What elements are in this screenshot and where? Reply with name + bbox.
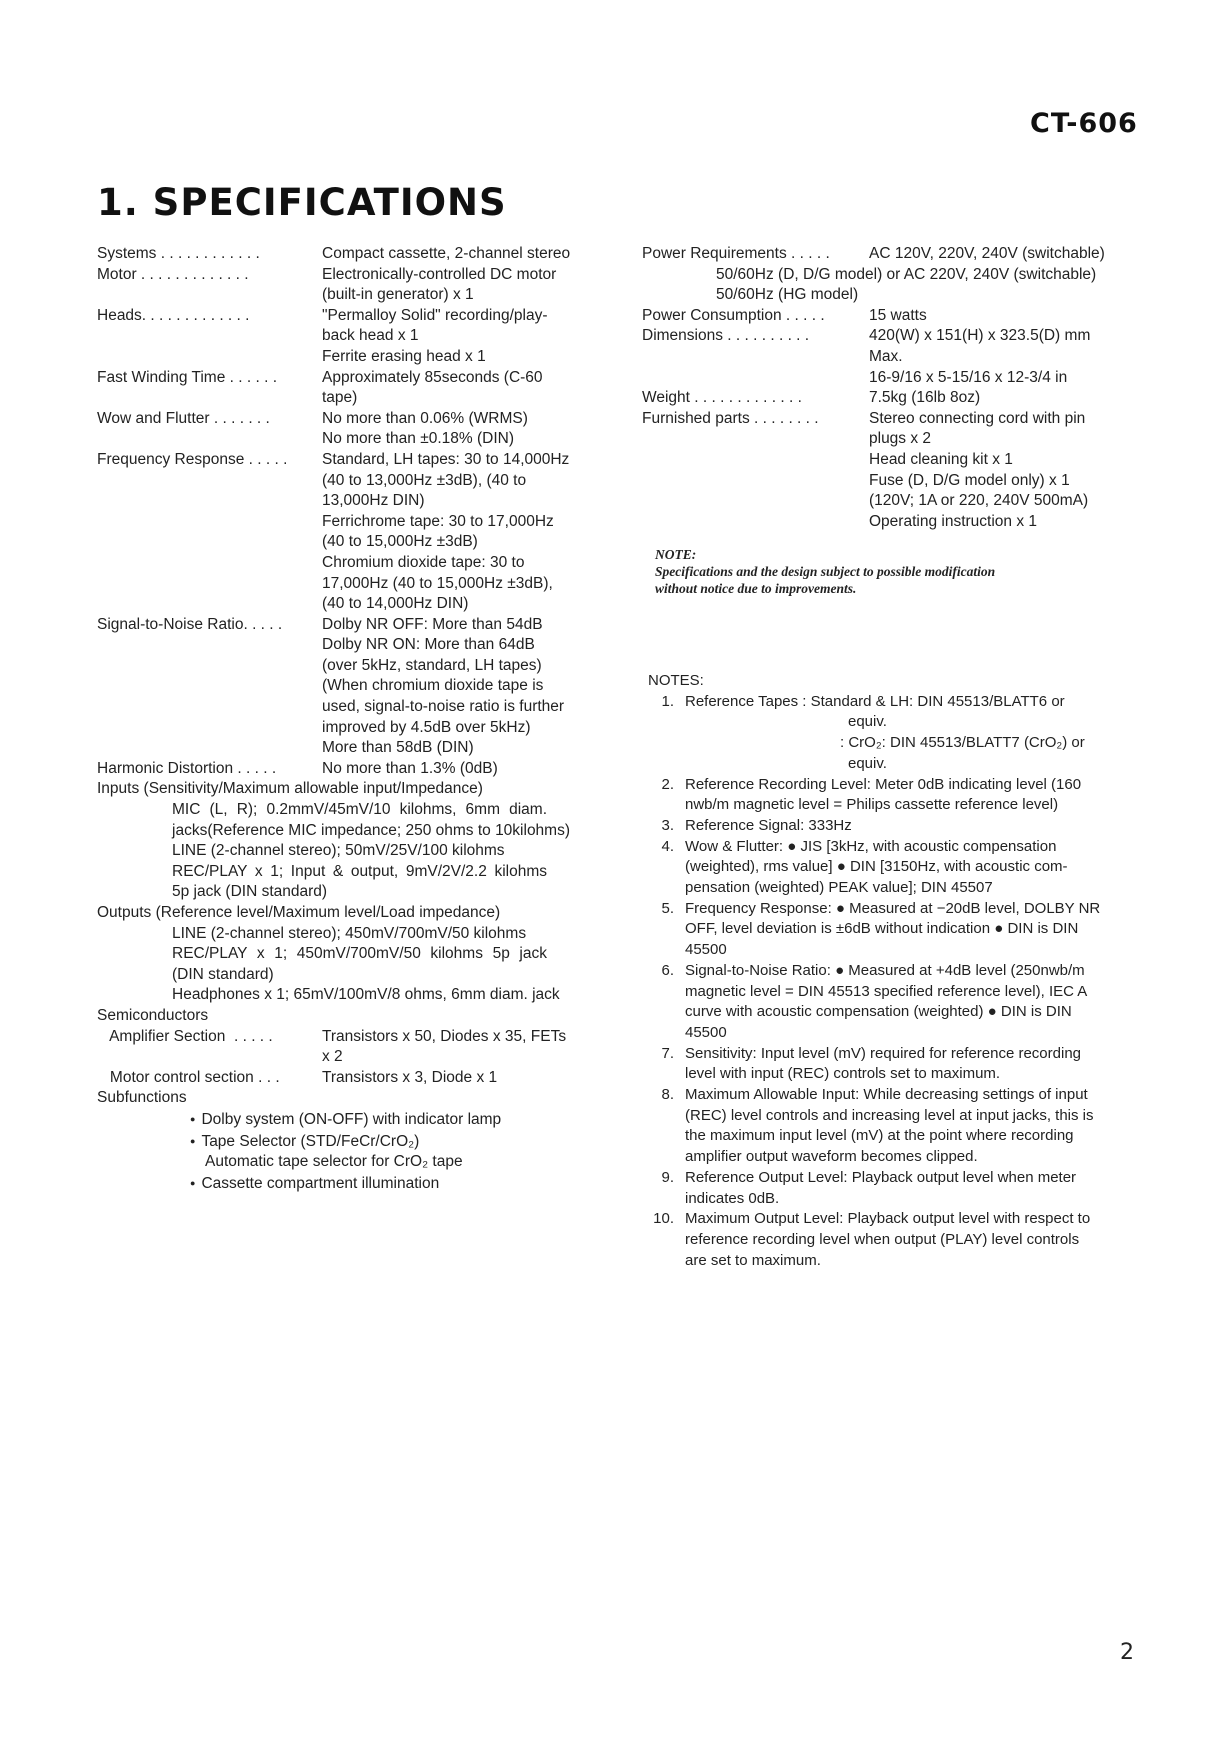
spec-value: Transistors x 50, Diodes x 35, FETs [322,1027,567,1045]
spec-values [869,388,1142,409]
inputs-line: jacks(Reference MIC impedance; 250 ohms to 10kilohms) [172,821,571,839]
note-number: 2. [661,775,674,793]
note-line: without notice due to improvements. [655,581,857,596]
spec-row [97,368,603,409]
spec-label: Motor . . . . . . . . . . . . . [97,265,249,283]
spec-label: Frequency Response . . . . . [97,450,288,468]
note-line: 45500 [685,941,727,959]
spec-value: used, signal-to-noise ratio is further [322,698,565,716]
note-label: NOTE: [655,547,697,562]
page-title: 1. SPECIFICATIONS [97,181,507,224]
note-number: 5. [661,899,674,917]
spec-row [642,388,1142,409]
spec-values [869,306,1142,327]
outputs-line: REC/PLAY x 1; 450mV/700mV/50 kilohms 5p jack [172,945,547,963]
note-box [655,546,1147,597]
spec-value: Dolby NR OFF: More than 54dB [322,615,543,633]
subfunction-item: ● Dolby system (ON-OFF) with indicator lamp [97,1109,603,1131]
spec-value: Head cleaning kit x 1 [869,450,1013,468]
spec-values [869,326,1142,388]
outputs-lines [97,924,603,1006]
bullet-icon [190,1111,201,1128]
spec-values [322,244,603,265]
spec-value-cont: 50/60Hz (D, D/G model) or AC 220V, 240V (switchable) [716,265,1097,283]
note-item [648,1044,1146,1085]
note-item [648,1168,1146,1209]
inputs-heading: Inputs (Sensitivity/Maximum allowable input/Impedance) [97,780,483,798]
spec-values [322,759,603,780]
spec-row [97,306,603,368]
note-item [648,1209,1146,1271]
outputs-line: Headphones x 1; 65mV/100mV/8 ohms, 6mm diam. jack [172,986,560,1004]
spec-value: (120V; 1A or 220, 240V 500mA) [869,492,1089,510]
spec-value: More than 58dB (DIN) [322,739,474,757]
subfunction-item: ● Cassette compartment illumination [97,1173,603,1195]
note-line: 45500 [685,1023,727,1041]
note-number: 6. [661,961,674,979]
spec-value: No more than 1.3% (0dB) [322,759,498,777]
spec-row [97,759,603,780]
note-text [685,1209,1146,1271]
inputs-line: MIC (L, R); 0.2mmV/45mV/10 kilohms, 6mm diam. [172,801,547,819]
spec-list [97,244,603,779]
note-number: 3. [661,816,674,834]
note-text [685,1168,1146,1209]
spec-label: Weight . . . . . . . . . . . . . [642,389,802,407]
spec-value-cont: 50/60Hz (HG model) [716,286,859,304]
spec-row [97,265,603,306]
note-number: 4. [661,837,674,855]
note-number: 9. [661,1168,674,1186]
spec-row [97,615,603,759]
subfunction-item: ● Tape Selector (STD/FeCr/CrO₂) [97,1131,603,1153]
outputs-heading: Outputs (Reference level/Maximum level/Load impedance) [97,904,501,921]
spec-value: (40 to 13,000Hz ±3dB), (40 to [322,471,527,489]
note-number: 10. [653,1210,674,1228]
note-line: Wow & Flutter: ● JIS [3kHz, with acoustic compensation [685,837,1057,855]
spec-value: Max. [869,347,903,365]
note-line: curve with acoustic compensation (weighted) ● DIN is DIN [685,1003,1072,1021]
note-line: pensation (weighted) PEAK value]; DIN 45507 [685,879,993,897]
inputs-line: REC/PLAY x 1; Input & output, 9mV/2V/2.2 kilohms [172,862,547,880]
note-line: nwb/m magnetic level = Philips cassette reference level) [685,796,1059,814]
spec-label: Power Requirements . . . . . [642,245,830,262]
page-number: 2 [1120,1640,1134,1665]
note-line: (weighted), rms value] ● DIN [3150Hz, with acoustic com- [685,858,1068,876]
spec-value: (40 to 14,000Hz DIN) [322,595,469,613]
spec-label: Harmonic Distortion . . . . . [97,759,277,777]
spec-value: plugs x 2 [869,430,932,448]
note-line: level with input (REC) controls set to maximum. [685,1065,1001,1083]
spec-values [322,409,603,450]
note-number: 8. [661,1086,674,1104]
note-line: reference recording level when output (PLAY) level controls [685,1230,1080,1248]
spec-value: 420(W) x 151(H) x 323.5(D) mm [869,327,1091,345]
notes-section [648,671,1146,1271]
spec-list [642,306,1142,533]
note-line: Maximum Output Level: Playback output level with respect to [685,1210,1091,1228]
inputs-lines [97,800,603,903]
note-text [685,1085,1146,1168]
spec-label: Signal-to-Noise Ratio. . . . . [97,615,283,633]
subfunctions-heading: Subfunctions [97,1089,187,1107]
spec-value: (When chromium dioxide tape is [322,677,544,695]
spec-value: 7.5kg (16lb 8oz) [869,389,981,407]
spec-value: Chromium dioxide tape: 30 to [322,553,525,571]
note-item [648,692,1146,775]
spec-value: 13,000Hz DIN) [322,492,425,510]
note-line: Reference Recording Level: Meter 0dB indicating level (160 [685,775,1082,793]
spec-label: Fast Winding Time . . . . . . [97,368,278,386]
note-line: the maximum input level (mV) at the point where recording [685,1127,1074,1145]
note-item [648,1085,1146,1168]
right-spec-column [642,244,1142,532]
note-number: 7. [661,1044,674,1062]
spec-value: Standard, LH tapes: 30 to 14,000Hz [322,450,570,468]
spec-value: No more than 0.06% (WRMS) [322,409,528,427]
spec-value: Approximately 85seconds (C-60 [322,368,543,386]
inputs-line: LINE (2-channel stereo); 50mV/25V/100 kilohms [172,842,505,860]
spec-value: Ferrichrome tape: 30 to 17,000Hz [322,512,554,530]
spec-value: x 2 [322,1048,343,1066]
note-line: Maximum Allowable Input: While decreasing settings of input [685,1086,1088,1104]
notes-list [648,775,1146,1272]
note-item [648,899,1146,961]
spec-row-power [642,244,1142,265]
spec-values [322,306,603,368]
spec-label: Furnished parts . . . . . . . . [642,409,819,427]
spec-row [97,450,603,615]
spec-value: AC 120V, 220V, 240V (switchable) [869,245,1105,262]
note-line: equiv. [848,713,887,731]
spec-value: Transistors x 3, Diode x 1 [322,1068,498,1086]
spec-value: (over 5kHz, standard, LH tapes) [322,656,542,674]
spec-values [322,450,603,615]
spec-row [97,244,603,265]
spec-value: tape) [322,389,358,407]
spec-values [322,615,603,759]
spec-label: Systems . . . . . . . . . . . . [97,245,260,262]
spec-label: Wow and Flutter . . . . . . . [97,409,270,427]
spec-row [642,306,1142,327]
note-text [685,899,1146,961]
spec-row [642,409,1142,533]
note-line: Reference Signal: 333Hz [685,816,852,834]
spec-value: Stereo connecting cord with pin [869,409,1086,427]
spec-row [642,326,1142,388]
note-text [685,816,1146,837]
note-line: Reference Tapes : Standard & LH: DIN 45513/BLATT6 or [685,692,1065,710]
note-line: Reference Output Level: Playback output level when meter [685,1168,1077,1186]
spec-label: Dimensions . . . . . . . . . . [642,327,810,345]
notes-heading: NOTES: [648,672,704,689]
note-line: equiv. [848,754,887,772]
note-line: Specifications and the design subject to possible modification [655,564,996,579]
note-line: (REC) level controls and increasing level at input jacks, this is [685,1106,1094,1124]
spec-label: Motor control section . . . [97,1068,280,1086]
spec-label: Amplifier Section . . . . . [97,1027,273,1045]
note-text [685,837,1146,899]
outputs-line: LINE (2-channel stereo); 450mV/700mV/50 kilohms [172,924,527,942]
spec-value: 16-9/16 x 5-15/16 x 12-3/4 in [869,368,1068,386]
spec-values [322,1027,603,1068]
note-line: indicates 0dB. [685,1189,780,1207]
spec-value: Electronically-controlled DC motor [322,265,557,283]
note-line: amplifier output waveform becomes clipped. [685,1148,978,1166]
note-item [648,961,1146,1044]
left-spec-column [97,244,603,1194]
spec-value: Ferrite erasing head x 1 [322,347,486,365]
note-item [648,775,1146,816]
spec-values [869,409,1142,533]
spec-value: Operating instruction x 1 [869,512,1038,530]
note-line: magnetic level = DIN 45513 specified reference level), IEC A [685,982,1088,1000]
semiconductors-heading: Semiconductors [97,1006,209,1024]
spec-value: (built-in generator) x 1 [322,286,474,304]
model-number: CT-606 [1030,108,1138,139]
spec-value: No more than ±0.18% (DIN) [322,430,514,448]
note-item [648,837,1146,899]
spec-label: Heads. . . . . . . . . . . . . [97,306,250,324]
note-line: Frequency Response: ● Measured at −20dB level, DOLBY NR [685,899,1101,917]
spec-value: "Permalloy Solid" recording/play- [322,306,548,324]
note-line: OFF, level deviation is ±6dB without indication ● DIN is DIN [685,920,1079,938]
spec-value: Compact cassette, 2-channel stereo [322,245,571,262]
spec-values [322,368,603,409]
spec-value: Fuse (D, D/G model only) x 1 [869,471,1070,489]
spec-row [97,409,603,450]
inputs-line: 5p jack (DIN standard) [172,883,328,901]
note-number: 1. [661,692,674,710]
note-item [648,816,1146,837]
spec-value: (40 to 15,000Hz ±3dB) [322,533,478,551]
semiconductors-list [97,1027,603,1089]
spec-value: 15 watts [869,306,927,324]
outputs-line: (DIN standard) [172,965,274,983]
spec-value: back head x 1 [322,327,419,345]
note-text [685,775,1146,816]
spec-value: Dolby NR ON: More than 64dB [322,636,535,654]
note-line: Signal-to-Noise Ratio: ● Measured at +4dB level (250nwb/m [685,961,1085,979]
note-text [685,1044,1146,1085]
spec-label: Power Consumption . . . . . [642,306,825,324]
bullet-icon [190,1133,201,1150]
spec-values [322,1068,603,1089]
spec-values [322,265,603,306]
spec-value: improved by 4.5dB over 5kHz) [322,718,531,736]
spec-value: 17,000Hz (40 to 15,000Hz ±3dB), [322,574,553,592]
note-line: Sensitivity: Input level (mV) required for reference recording [685,1044,1082,1062]
note-line: : CrO₂: DIN 45513/BLATT7 (CrO₂) or [840,734,1085,752]
bullet-icon [190,1175,201,1192]
note-text [685,961,1146,1044]
subfunction-subline: Automatic tape selector for CrO₂ tape [205,1153,463,1171]
spec-row [97,1027,603,1068]
note-line: are set to maximum. [685,1251,821,1269]
spec-row [97,1068,603,1089]
